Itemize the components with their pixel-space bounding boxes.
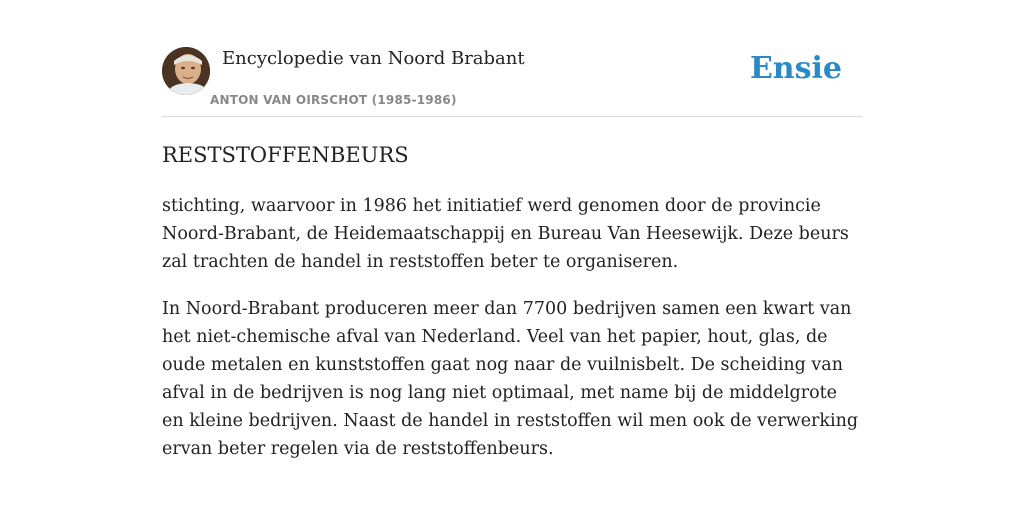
entry-title: RESTSTOFFENBEURS — [162, 143, 409, 167]
ensie-logo-link[interactable]: Ensie — [749, 51, 842, 86]
site-title[interactable]: Encyclopedie van Noord Brabant — [222, 48, 525, 69]
author-avatar[interactable] — [162, 47, 210, 95]
article-paragraph-2: In Noord-Brabant produceren meer dan 7700 bedrijven samen een kwart van het niet-chemische afval van Nederland. Veel van het papier, hout, glas, de oude metalen en kunststoffen gaat nog naar de vuilnisbelt. De scheiding van afval in de bedrijven is nog lang niet optimaal, met name bij de middelgrote en kleine bedrijven. Naast de handel in reststoffen wil men ook de verwerking ervan beter regelen via de reststoffenbeurs. — [162, 299, 859, 459]
article-content — [162, 140, 862, 482]
article-paragraph-1: stichting, waarvoor in 1986 het initiatief werd genomen door de provincie Noord-Brabant, de Heidemaatschappij en Bureau Van Heesewijk. Deze beurs zal trachten de handel in reststoffen beter te organiseren. — [162, 196, 849, 272]
page-header — [162, 47, 862, 117]
author-name[interactable]: ANTON VAN OIRSCHOT (1985-1986) — [210, 93, 457, 107]
